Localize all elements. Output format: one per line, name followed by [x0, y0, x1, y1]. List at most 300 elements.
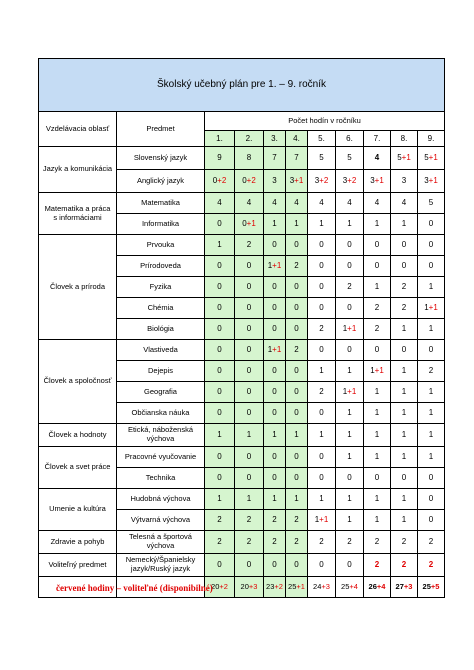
hours-base: 0	[217, 366, 222, 376]
hours-base: 1	[401, 387, 407, 397]
hours-cell	[264, 298, 286, 319]
hours-base: 0	[319, 452, 324, 462]
hours-cell	[235, 489, 264, 510]
hours-base: 0	[246, 261, 252, 271]
total-cell	[308, 577, 336, 598]
hours-cell	[364, 382, 391, 403]
hours-cell	[286, 298, 308, 319]
hours-cell	[364, 554, 391, 577]
grade-header: 4.	[286, 131, 308, 147]
hours-cell	[205, 298, 235, 319]
hours-cell	[336, 361, 364, 382]
hours-base: 1	[246, 494, 252, 504]
hours-cell	[391, 319, 418, 340]
hours-optional: +1	[401, 153, 411, 163]
hours-cell	[391, 298, 418, 319]
grade-header: 8.	[391, 131, 418, 147]
hours-cell	[286, 489, 308, 510]
hours-cell	[264, 340, 286, 361]
hours-base: 0	[294, 408, 299, 418]
hours-cell	[364, 170, 391, 193]
hours-base: 0	[272, 560, 277, 570]
hours-cell	[205, 147, 235, 170]
hours-cell	[418, 554, 445, 577]
area-name: Človek a hodnoty	[39, 424, 117, 447]
hours-cell	[286, 510, 308, 531]
hours-cell	[336, 147, 364, 170]
subject-row	[39, 235, 445, 256]
hours-base: 0	[272, 324, 277, 334]
hours-optional: +3	[248, 581, 258, 591]
hours-cell	[391, 170, 418, 193]
hours-cell	[391, 235, 418, 256]
hours-cell	[286, 468, 308, 489]
hours-cell	[308, 361, 336, 382]
hours-base: 5	[397, 153, 402, 163]
hours-base: 4	[246, 198, 252, 208]
hours-optional: +4	[376, 581, 386, 591]
hours-cell	[336, 256, 364, 277]
hours-base: 4	[217, 198, 222, 208]
hours-base: 1	[428, 430, 434, 440]
hours-base: 2	[246, 240, 252, 250]
hours-cell	[205, 554, 235, 577]
hours-optional: +2	[347, 176, 357, 186]
hours-cell	[336, 468, 364, 489]
area-name: Človek a príroda	[39, 235, 117, 340]
total-cell	[418, 577, 445, 598]
hours-base: 2	[401, 303, 407, 313]
hours-base: 0	[217, 560, 222, 570]
grade-header: 9.	[418, 131, 445, 147]
subject-name: Anglický jazyk	[117, 170, 205, 193]
hours-cell	[391, 489, 418, 510]
hours-optional: +1	[347, 324, 357, 334]
hours-cell	[336, 214, 364, 235]
hours-base: 2	[347, 537, 352, 547]
hours-cell	[418, 531, 445, 554]
hours-base: 0	[294, 560, 299, 570]
hours-cell	[235, 277, 264, 298]
hours-cell	[235, 319, 264, 340]
hours-base: 0	[217, 473, 222, 483]
hours-cell	[205, 531, 235, 554]
hours-optional: +1	[347, 387, 357, 397]
hours-base: 26	[368, 581, 377, 591]
hours-cell	[364, 489, 391, 510]
hours-cell	[286, 319, 308, 340]
subject-name: Chémia	[117, 298, 205, 319]
hours-cell	[391, 403, 418, 424]
hours-cell	[418, 468, 445, 489]
hours-cell	[418, 235, 445, 256]
hours-cell	[418, 256, 445, 277]
hours-base: 2	[319, 324, 324, 334]
hours-base: 0	[272, 408, 277, 418]
hours-base: 1	[347, 430, 352, 440]
hours-base: 1	[347, 494, 352, 504]
hours-optional: +1	[428, 176, 438, 186]
hours-base: 0	[319, 473, 324, 483]
hours-base: 3	[272, 176, 277, 186]
hours-base: 0	[294, 366, 299, 376]
hours-base: 1	[347, 515, 352, 525]
hours-cell	[286, 554, 308, 577]
hours-cell	[235, 510, 264, 531]
hours-cell	[308, 554, 336, 577]
hours-base: 2	[428, 366, 434, 376]
hours-base: 1	[267, 261, 273, 271]
hours-base: 0	[217, 324, 222, 334]
hours-base: 0	[401, 240, 407, 250]
hours-base: 1	[319, 219, 324, 229]
hours-base: 1	[319, 430, 324, 440]
hours-cell	[364, 531, 391, 554]
hours-cell	[418, 510, 445, 531]
hours-base: 0	[246, 303, 252, 313]
hours-cell	[264, 510, 286, 531]
hours-optional: +2	[219, 581, 228, 591]
hours-cell	[336, 170, 364, 193]
hours-cell	[418, 298, 445, 319]
hours-cell	[308, 382, 336, 403]
hours-base: 3	[342, 176, 348, 186]
hours-cell	[364, 424, 391, 447]
subject-name: Dejepis	[117, 361, 205, 382]
hours-base: 25	[422, 581, 431, 591]
hours-base: 1	[374, 282, 380, 292]
hours-base: 20	[211, 581, 220, 591]
hours-cell	[235, 214, 264, 235]
hours-base: 0	[319, 408, 324, 418]
hours-optional: +1	[374, 176, 384, 186]
hours-cell	[264, 403, 286, 424]
subject-row	[39, 554, 445, 577]
hours-cell	[205, 277, 235, 298]
hours-cell	[364, 510, 391, 531]
hours-base: 0	[272, 387, 277, 397]
hours-base: 2	[294, 261, 299, 271]
hours-base: 0	[246, 560, 252, 570]
subject-row	[39, 424, 445, 447]
hours-base: 0	[347, 303, 352, 313]
hours-cell	[364, 468, 391, 489]
hours-cell	[336, 489, 364, 510]
hours-base: 1	[401, 515, 407, 525]
hours-cell	[364, 298, 391, 319]
hours-cell	[235, 382, 264, 403]
hours-base: 0	[217, 219, 222, 229]
hours-cell	[364, 361, 391, 382]
hours-cell	[336, 531, 364, 554]
hours-base: 1	[370, 366, 375, 376]
hours-cell	[264, 382, 286, 403]
hours-base: 1	[401, 324, 407, 334]
hours-cell	[391, 340, 418, 361]
hours-cell	[205, 235, 235, 256]
subject-name: Pracovné vyučovanie	[117, 447, 205, 468]
hours-cell	[418, 193, 445, 214]
hours-base: 0	[319, 345, 324, 355]
hours-optional: +1	[272, 261, 282, 271]
hours-base: 0	[294, 452, 299, 462]
hours-cell	[205, 424, 235, 447]
hours-cell	[308, 235, 336, 256]
hours-base: 23	[266, 581, 275, 591]
hours-cell	[264, 489, 286, 510]
hours-cell	[308, 193, 336, 214]
hours-cell	[205, 510, 235, 531]
area-name: Človek a svet práce	[39, 447, 117, 489]
subject-name: Biológia	[117, 319, 205, 340]
hours-cell	[264, 193, 286, 214]
hours-cell	[286, 447, 308, 468]
hours-base: 1	[374, 387, 380, 397]
hours-cell	[264, 319, 286, 340]
subject-name: Prírodoveda	[117, 256, 205, 277]
hours-base: 0	[374, 345, 380, 355]
hours-base: 0	[294, 282, 299, 292]
grade-header: 7.	[364, 131, 391, 147]
hours-base: 0	[347, 473, 352, 483]
hours-base: 0	[428, 473, 434, 483]
hours-optional: +1	[319, 515, 329, 525]
hours-base: 0	[246, 324, 252, 334]
hours-cell	[286, 214, 308, 235]
hours-base: 4	[374, 153, 380, 163]
hours-base: 1	[428, 282, 434, 292]
hours-base: 0	[428, 494, 434, 504]
hours-cell	[364, 214, 391, 235]
hours-base: 1	[428, 452, 434, 462]
hours-base: 0	[428, 219, 434, 229]
hours-base: 8	[246, 153, 252, 163]
hours-base: 0	[319, 261, 324, 271]
hours-cell	[418, 382, 445, 403]
hours-base: 1	[374, 494, 380, 504]
hours-base: 0	[246, 387, 252, 397]
hours-cell	[264, 554, 286, 577]
hours-base: 1	[401, 452, 407, 462]
subject-name: Výtvarná výchova	[117, 510, 205, 531]
hours-base: 1	[401, 430, 407, 440]
hours-base: 1	[319, 494, 324, 504]
total-cell	[286, 577, 308, 598]
subject-name: Hudobná výchova	[117, 489, 205, 510]
hours-base: 1	[347, 408, 352, 418]
hours-cell	[235, 256, 264, 277]
hours-cell	[205, 489, 235, 510]
hours-cell	[235, 235, 264, 256]
hours-cell	[308, 424, 336, 447]
hours-optional: +4	[349, 581, 358, 591]
hours-base: 1	[294, 219, 299, 229]
hours-cell	[264, 447, 286, 468]
hours-cell	[418, 214, 445, 235]
hours-base: 1	[374, 430, 380, 440]
hours-base: 1	[217, 494, 222, 504]
hours-cell	[286, 193, 308, 214]
hours-base: 1	[374, 452, 380, 462]
legend-note: červené hodiny – voliteľné (disponibilné)	[56, 583, 213, 593]
hours-cell	[205, 468, 235, 489]
hours-base: 0	[246, 473, 252, 483]
hours-base: 1	[374, 515, 380, 525]
hours-base: 4	[272, 198, 277, 208]
hours-cell	[391, 554, 418, 577]
total-cell	[391, 577, 418, 598]
hours-base: 0	[217, 452, 222, 462]
hours-base: 25	[288, 581, 297, 591]
hours-cell	[235, 531, 264, 554]
area-name: Voliteľný predmet	[39, 554, 117, 577]
hours-base: 0	[428, 345, 434, 355]
hours-base: 0	[217, 387, 222, 397]
hours-optional: 2	[374, 560, 380, 570]
hours-cell	[418, 170, 445, 193]
hours-cell	[336, 235, 364, 256]
hours-cell	[264, 235, 286, 256]
hours-cell	[286, 531, 308, 554]
hours-optional: +1	[246, 219, 256, 229]
hours-base: 3	[424, 176, 429, 186]
hours-base: 0	[294, 240, 299, 250]
hours-optional: 2	[401, 560, 407, 570]
hours-base: 0	[294, 303, 299, 313]
subject-row	[39, 531, 445, 554]
hours-base: 2	[374, 537, 380, 547]
hours-cell	[308, 531, 336, 554]
hours-cell	[235, 298, 264, 319]
hours-cell	[308, 256, 336, 277]
hours-optional: +1	[374, 366, 384, 376]
header-subject: Predmet	[117, 112, 205, 147]
hours-base: 0	[401, 261, 407, 271]
hours-cell	[286, 147, 308, 170]
hours-cell	[391, 424, 418, 447]
hours-base: 1	[246, 430, 252, 440]
hours-base: 3	[289, 176, 295, 186]
hours-cell	[418, 147, 445, 170]
hours-base: 9	[217, 153, 222, 163]
hours-base: 0	[374, 240, 380, 250]
hours-cell	[308, 447, 336, 468]
hours-cell	[364, 277, 391, 298]
hours-base: 2	[217, 537, 222, 547]
hours-cell	[336, 277, 364, 298]
hours-base: 1	[217, 430, 222, 440]
subject-name: Informatika	[117, 214, 205, 235]
hours-base: 0	[347, 261, 352, 271]
hours-optional: 2	[428, 560, 434, 570]
hours-cell	[264, 277, 286, 298]
hours-base: 5	[428, 198, 434, 208]
hours-base: 3	[370, 176, 375, 186]
hours-base: 0	[246, 366, 252, 376]
hours-cell	[336, 424, 364, 447]
area-name: Jazyk a komunikácia	[39, 147, 117, 193]
hours-cell	[364, 193, 391, 214]
subject-name: Nemecký/Španielsky jazyk/Ruský jazyk	[117, 554, 205, 577]
hours-cell	[336, 340, 364, 361]
area-name: Zdravie a pohyb	[39, 531, 117, 554]
hours-cell	[336, 193, 364, 214]
area-name: Umenie a kultúra	[39, 489, 117, 531]
hours-base: 0	[347, 345, 352, 355]
hours-cell	[264, 361, 286, 382]
hours-base: 0	[272, 473, 277, 483]
plan-title: Školský učebný plán pre 1. – 9. ročník	[39, 59, 445, 112]
hours-base: 2	[319, 387, 324, 397]
hours-base: 0	[242, 219, 247, 229]
area-name: Človek a spoločnosť	[39, 340, 117, 424]
hours-cell	[286, 277, 308, 298]
hours-cell	[235, 468, 264, 489]
hours-base: 2	[294, 537, 299, 547]
subject-name: Vlastiveda	[117, 340, 205, 361]
hours-base: 1	[314, 515, 320, 525]
hours-base: 1	[401, 408, 407, 418]
hours-cell	[205, 214, 235, 235]
hours-base: 1	[401, 366, 407, 376]
grade-header: 5.	[308, 131, 336, 147]
hours-base: 2	[246, 537, 252, 547]
hours-cell	[286, 424, 308, 447]
hours-cell	[364, 147, 391, 170]
subject-name: Technika	[117, 468, 205, 489]
hours-base: 0	[272, 366, 277, 376]
total-cell	[364, 577, 391, 598]
subject-name: Telesná a športová výchova	[117, 531, 205, 554]
hours-base: 1	[401, 219, 407, 229]
hours-cell	[235, 403, 264, 424]
hours-base: 0	[401, 345, 407, 355]
hours-cell	[364, 319, 391, 340]
hours-base: 4	[294, 198, 299, 208]
hours-base: 0	[319, 282, 324, 292]
grade-header: 2.	[235, 131, 264, 147]
hours-cell	[308, 298, 336, 319]
total-cell	[264, 577, 286, 598]
hours-optional: +1	[428, 303, 438, 313]
hours-base: 1	[424, 303, 429, 313]
hours-cell	[364, 235, 391, 256]
hours-cell	[264, 468, 286, 489]
hours-cell	[336, 382, 364, 403]
hours-cell	[205, 361, 235, 382]
hours-cell	[235, 340, 264, 361]
hours-base: 1	[342, 324, 348, 334]
subject-row	[39, 193, 445, 214]
hours-cell	[391, 256, 418, 277]
hours-cell	[391, 468, 418, 489]
hours-cell	[235, 361, 264, 382]
hours-cell	[308, 170, 336, 193]
hours-cell	[308, 277, 336, 298]
hours-cell	[418, 340, 445, 361]
subject-name: Prvouka	[117, 235, 205, 256]
total-cell	[336, 577, 364, 598]
hours-base: 2	[428, 537, 434, 547]
hours-cell	[336, 447, 364, 468]
hours-cell	[264, 256, 286, 277]
hours-base: 1	[272, 494, 277, 504]
hours-base: 24	[313, 581, 322, 591]
hours-base: 0	[217, 282, 222, 292]
hours-base: 1	[319, 366, 324, 376]
grade-header: 6.	[336, 131, 364, 147]
grade-header: 1.	[205, 131, 235, 147]
